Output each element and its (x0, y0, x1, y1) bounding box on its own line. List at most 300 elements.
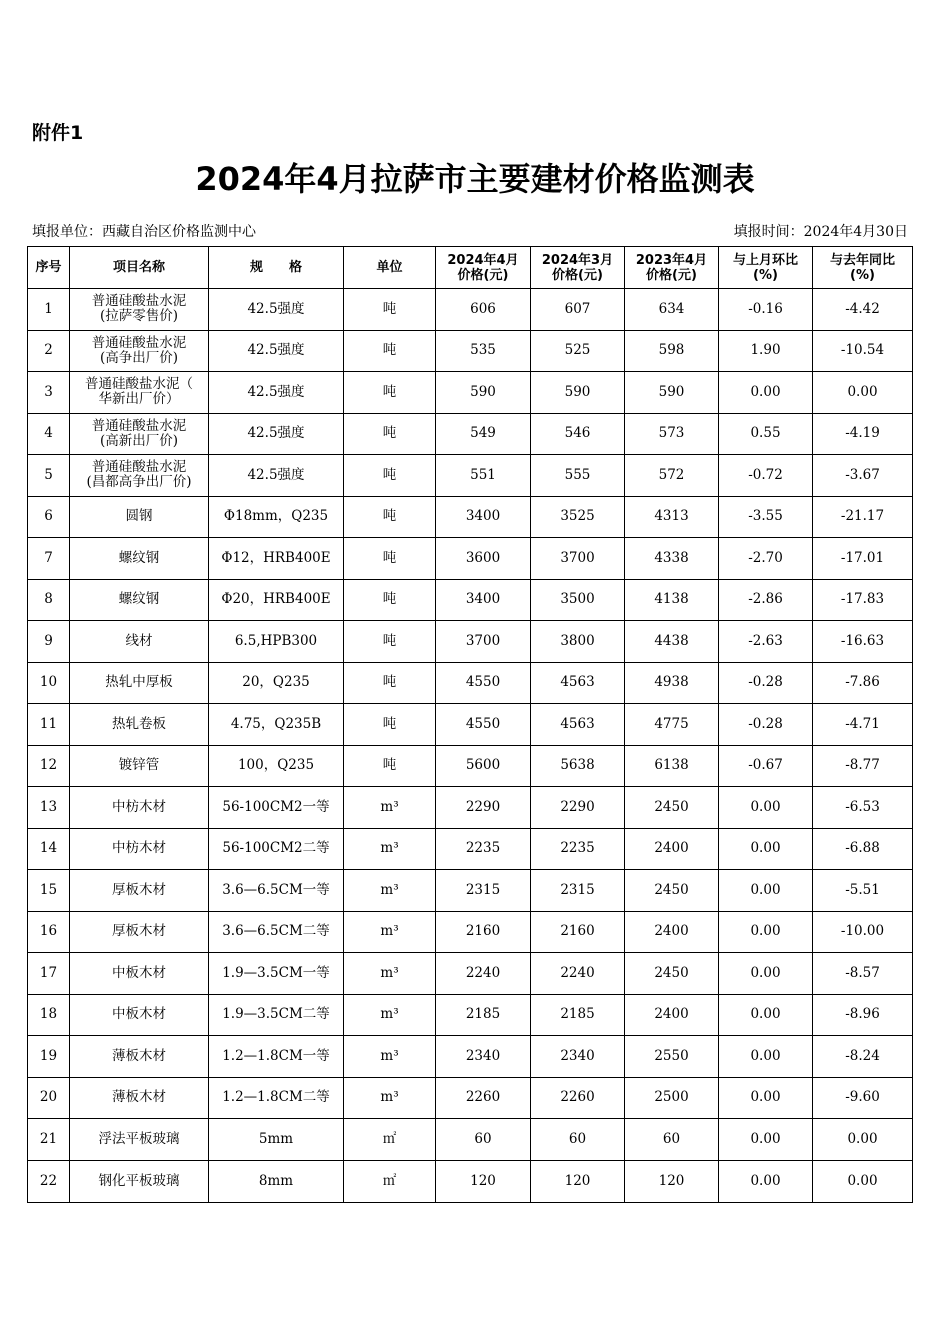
cell-price-2023-04 (625, 828, 719, 870)
cell-price-2024-04-text: 120 (470, 1172, 496, 1189)
cell-index (28, 1160, 70, 1202)
cell-price-2023-04 (625, 621, 719, 663)
cell-unit-text: m³ (380, 1006, 399, 1023)
cell-spec (209, 745, 344, 787)
cell-price-2024-04-text: 2235 (465, 840, 501, 857)
cell-price-2024-03-text: 5638 (560, 757, 595, 774)
cell-unit-text: 吨 (382, 591, 397, 608)
cell-spec (209, 994, 344, 1036)
cell-price-2024-04 (436, 621, 531, 663)
cell-unit (344, 953, 436, 995)
cell-price-2024-03 (531, 455, 625, 497)
cell-spec-text: 5mm (258, 1130, 294, 1147)
cell-unit-text: 吨 (382, 715, 397, 732)
cell-price-2024-04 (436, 828, 531, 870)
cell-price-2023-04 (625, 745, 719, 787)
cell-price-2023-04 (625, 496, 719, 538)
cell-item-name-text: 圆钢 (125, 508, 153, 525)
cell-item-name-text: 螺纹钢 (118, 591, 160, 608)
cell-price-2024-04 (436, 372, 531, 414)
table-row (28, 1160, 913, 1202)
cell-price-2024-04 (436, 289, 531, 331)
cell-spec-text: Φ18mm，Q235 (223, 508, 329, 525)
cell-unit-text: m³ (380, 1047, 399, 1064)
cell-item-name-text: 浮法平板玻璃 (98, 1130, 180, 1147)
header-label: 序号 (35, 260, 62, 275)
cell-unit-text: m³ (380, 881, 399, 898)
cell-mom-change (719, 1077, 813, 1119)
cell-item-name-text: 中板木材 (112, 964, 166, 981)
cell-price-2024-04-text: 2340 (465, 1047, 501, 1064)
cell-price-2023-04-text: 4775 (654, 715, 689, 732)
cell-unit (344, 1160, 436, 1202)
cell-yoy-change-text: -10.00 (840, 923, 885, 940)
cell-index (28, 787, 70, 829)
cell-unit-text: m³ (380, 964, 399, 981)
cell-mom-change (719, 1036, 813, 1078)
cell-unit (344, 1119, 436, 1161)
cell-unit-text: 吨 (382, 300, 397, 317)
cell-item-name (70, 953, 209, 995)
cell-yoy-change-text: 0.00 (847, 383, 878, 400)
cell-item-name-text: 薄板木材 (112, 1047, 166, 1064)
cell-index-text: 4 (44, 425, 53, 442)
header-mom-change (719, 247, 813, 289)
cell-yoy-change-text: -21.17 (840, 508, 885, 525)
cell-index (28, 704, 70, 746)
cell-price-2023-04-text: 590 (658, 383, 685, 400)
header-label: 2024年3月 价格(元) (541, 252, 614, 283)
table-row (28, 704, 913, 746)
cell-spec-text: 20，Q235 (242, 674, 310, 691)
cell-item-name-text: 热轧卷板 (112, 715, 166, 732)
cell-item-name (70, 413, 209, 455)
cell-item-name-text: 中枋木材 (112, 798, 166, 815)
cell-mom-change-text: 0.00 (750, 964, 781, 981)
cell-yoy-change-text: -7.86 (845, 674, 880, 691)
cell-index (28, 1077, 70, 1119)
cell-index (28, 455, 70, 497)
cell-spec-text: 6.5,HPB300 (234, 632, 318, 649)
cell-yoy-change (813, 953, 913, 995)
cell-price-2024-03-text: 2260 (560, 1089, 595, 1106)
cell-spec-text: 42.5强度 (247, 342, 305, 359)
cell-yoy-change-text: -17.83 (840, 591, 885, 608)
cell-price-2023-04-text: 4938 (654, 674, 689, 691)
cell-index-text: 13 (39, 798, 58, 815)
cell-mom-change (719, 455, 813, 497)
cell-index-text: 19 (39, 1047, 58, 1064)
cell-unit-text: m³ (380, 840, 399, 857)
cell-mom-change-text: 0.00 (750, 923, 781, 940)
cell-spec (209, 1119, 344, 1161)
cell-spec-text: 8mm (258, 1172, 294, 1189)
cell-item-name-text: 线材 (125, 632, 153, 649)
cell-price-2023-04-text: 120 (658, 1172, 685, 1189)
cell-yoy-change-text: -6.53 (845, 798, 880, 815)
cell-item-name (70, 787, 209, 829)
cell-unit (344, 870, 436, 912)
cell-yoy-change-text: -3.67 (845, 466, 880, 483)
cell-unit (344, 1077, 436, 1119)
cell-price-2024-04 (436, 745, 531, 787)
cell-item-name-text: 厚板木材 (112, 923, 166, 940)
cell-spec (209, 828, 344, 870)
header-item-name (70, 247, 209, 289)
cell-price-2024-03 (531, 538, 625, 580)
cell-spec-text: 42.5强度 (247, 383, 305, 400)
cell-spec (209, 372, 344, 414)
cell-price-2024-03-text: 2235 (560, 840, 595, 857)
cell-spec (209, 538, 344, 580)
cell-price-2024-04-text: 3600 (465, 549, 501, 566)
header-label: 2023年4月 价格(元) (635, 252, 708, 283)
cell-price-2024-03 (531, 1160, 625, 1202)
table-row (28, 621, 913, 663)
header-spec (209, 247, 344, 289)
cell-spec (209, 1036, 344, 1078)
cell-mom-change-text: 0.00 (750, 1172, 781, 1189)
cell-yoy-change-text: -8.57 (845, 964, 880, 981)
cell-price-2024-04 (436, 994, 531, 1036)
cell-yoy-change-text: -16.63 (840, 632, 885, 649)
cell-yoy-change-text: -4.71 (845, 715, 880, 732)
cell-mom-change-text: -2.63 (748, 632, 783, 649)
cell-mom-change-text: 0.00 (750, 1047, 781, 1064)
cell-item-name (70, 1119, 209, 1161)
header-label: 2024年4月 价格(元) (447, 252, 519, 283)
cell-yoy-change (813, 372, 913, 414)
cell-unit (344, 745, 436, 787)
cell-yoy-change (813, 455, 913, 497)
cell-yoy-change (813, 911, 913, 953)
cell-spec (209, 953, 344, 995)
cell-price-2023-04 (625, 662, 719, 704)
cell-price-2024-04-text: 535 (470, 342, 496, 359)
cell-price-2023-04-text: 2500 (654, 1089, 689, 1106)
cell-index (28, 1119, 70, 1161)
cell-unit (344, 538, 436, 580)
cell-price-2024-03 (531, 621, 625, 663)
cell-price-2024-03-text: 555 (564, 466, 591, 483)
table-row (28, 289, 913, 331)
cell-unit-text: 吨 (382, 425, 397, 442)
cell-price-2024-03-text: 3500 (560, 591, 595, 608)
cell-item-name-text: 普通硅酸盐水泥 (拉萨零售价) (91, 293, 187, 325)
cell-mom-change-text: 0.00 (750, 798, 781, 815)
cell-price-2023-04 (625, 1036, 719, 1078)
cell-mom-change (719, 372, 813, 414)
cell-price-2024-04 (436, 413, 531, 455)
cell-yoy-change-text: -4.42 (845, 300, 880, 317)
cell-price-2024-04-text: 2240 (465, 964, 501, 981)
table-body (28, 289, 913, 1203)
cell-index-text: 16 (39, 923, 58, 940)
cell-index (28, 621, 70, 663)
cell-unit (344, 330, 436, 372)
cell-index-text: 7 (44, 549, 53, 566)
cell-spec-text: 56-100CM2一等 (222, 798, 330, 815)
table-row (28, 372, 913, 414)
cell-price-2024-04-text: 2160 (465, 923, 501, 940)
cell-yoy-change (813, 1160, 913, 1202)
cell-item-name (70, 870, 209, 912)
cell-yoy-change (813, 787, 913, 829)
cell-mom-change (719, 538, 813, 580)
cell-mom-change (719, 828, 813, 870)
table-row (28, 1119, 913, 1161)
cell-price-2023-04 (625, 953, 719, 995)
cell-item-name-text: 钢化平板玻璃 (98, 1172, 180, 1189)
cell-index (28, 870, 70, 912)
cell-item-name (70, 621, 209, 663)
cell-price-2023-04 (625, 579, 719, 621)
cell-index-text: 17 (39, 964, 58, 981)
reporting-unit: 填报单位：西藏自治区价格监测中心 (32, 224, 256, 240)
cell-price-2023-04 (625, 455, 719, 497)
table-row (28, 455, 913, 497)
cell-spec (209, 1160, 344, 1202)
cell-spec-text: 1.9—3.5CM二等 (222, 1006, 330, 1023)
cell-spec (209, 289, 344, 331)
cell-mom-change (719, 1160, 813, 1202)
cell-price-2024-03 (531, 745, 625, 787)
cell-price-2023-04-text: 598 (658, 342, 685, 359)
cell-yoy-change (813, 538, 913, 580)
cell-unit (344, 621, 436, 663)
cell-price-2024-04 (436, 538, 531, 580)
cell-unit-text: 吨 (382, 342, 397, 359)
header-price-2024-04 (436, 247, 531, 289)
cell-mom-change (719, 330, 813, 372)
cell-index (28, 538, 70, 580)
cell-item-name (70, 911, 209, 953)
cell-price-2024-04-text: 2260 (465, 1089, 501, 1106)
cell-unit-text: 吨 (382, 549, 397, 566)
header-label: 项目名称 (112, 260, 165, 275)
cell-unit-text: m³ (380, 1089, 399, 1106)
cell-price-2023-04-text: 2400 (654, 840, 689, 857)
table-row (28, 953, 913, 995)
cell-unit (344, 413, 436, 455)
cell-index-text: 1 (44, 300, 53, 317)
cell-price-2024-04-text: 2315 (465, 881, 501, 898)
cell-index (28, 662, 70, 704)
cell-unit-text: m³ (380, 923, 399, 940)
cell-mom-change-text: 0.00 (750, 1089, 781, 1106)
cell-spec-text: 42.5强度 (247, 425, 305, 442)
cell-index (28, 413, 70, 455)
cell-item-name-text: 普通硅酸盐水泥 (高争出厂价) (91, 334, 187, 366)
cell-mom-change-text: -0.28 (748, 674, 783, 691)
table-row (28, 1036, 913, 1078)
cell-unit (344, 662, 436, 704)
cell-index (28, 745, 70, 787)
cell-price-2023-04-text: 2450 (654, 881, 689, 898)
cell-mom-change-text: -2.86 (748, 591, 783, 608)
cell-unit-text: ㎡ (382, 1172, 397, 1189)
cell-price-2023-04 (625, 787, 719, 829)
cell-price-2024-04 (436, 870, 531, 912)
cell-yoy-change (813, 1077, 913, 1119)
table-row (28, 911, 913, 953)
cell-yoy-change-text: 0.00 (847, 1172, 878, 1189)
cell-price-2024-04 (436, 662, 531, 704)
cell-spec (209, 330, 344, 372)
cell-item-name-text: 中枋木材 (112, 840, 166, 857)
cell-unit-text: 吨 (382, 674, 397, 691)
cell-price-2024-03-text: 3700 (560, 549, 595, 566)
cell-price-2024-04-text: 3400 (465, 591, 501, 608)
cell-item-name-text: 螺纹钢 (118, 549, 160, 566)
cell-price-2024-04 (436, 579, 531, 621)
cell-price-2024-03-text: 3525 (560, 508, 595, 525)
cell-price-2023-04 (625, 1119, 719, 1161)
cell-mom-change-text: 0.00 (750, 383, 781, 400)
cell-price-2024-03 (531, 704, 625, 746)
cell-price-2024-03 (531, 828, 625, 870)
cell-price-2023-04-text: 4338 (654, 549, 689, 566)
cell-spec (209, 455, 344, 497)
cell-spec (209, 579, 344, 621)
cell-price-2024-03 (531, 662, 625, 704)
cell-yoy-change (813, 870, 913, 912)
cell-item-name (70, 496, 209, 538)
cell-item-name-text: 普通硅酸盐水泥 (昌都高争出厂价) (86, 459, 192, 491)
cell-price-2024-04-text: 3700 (465, 632, 501, 649)
cell-mom-change-text: 0.00 (750, 840, 781, 857)
cell-unit-text: ㎡ (382, 1130, 397, 1147)
cell-index-text: 20 (39, 1089, 58, 1106)
cell-price-2024-03 (531, 1119, 625, 1161)
cell-unit (344, 372, 436, 414)
cell-yoy-change-text: -5.51 (845, 881, 880, 898)
table-header-row (28, 247, 913, 289)
cell-yoy-change (813, 704, 913, 746)
cell-spec-text: 3.6—6.5CM一等 (222, 881, 330, 898)
cell-item-name-text: 普通硅酸盐水泥 (高新出厂价) (91, 417, 187, 449)
cell-price-2024-04 (436, 787, 531, 829)
cell-price-2024-04 (436, 1119, 531, 1161)
cell-index-text: 14 (39, 840, 58, 857)
cell-yoy-change-text: -9.60 (845, 1089, 880, 1106)
cell-price-2024-04-text: 60 (474, 1130, 492, 1147)
cell-spec-text: 1.9—3.5CM一等 (222, 964, 330, 981)
table-row (28, 787, 913, 829)
cell-yoy-change (813, 994, 913, 1036)
cell-index-text: 3 (44, 383, 53, 400)
cell-unit (344, 289, 436, 331)
cell-spec (209, 911, 344, 953)
cell-price-2024-03 (531, 787, 625, 829)
header-label: 与去年同比 (%) (829, 252, 895, 283)
table-row (28, 870, 913, 912)
cell-price-2024-03-text: 2160 (560, 923, 595, 940)
cell-mom-change-text: -0.72 (748, 466, 783, 483)
cell-price-2023-04 (625, 289, 719, 331)
table-row (28, 1077, 913, 1119)
cell-mom-change (719, 704, 813, 746)
cell-price-2024-03-text: 546 (564, 425, 591, 442)
cell-spec-text: 1.2—1.8CM一等 (222, 1047, 330, 1064)
cell-price-2024-04 (436, 704, 531, 746)
cell-price-2023-04 (625, 870, 719, 912)
cell-mom-change (719, 745, 813, 787)
cell-index-text: 21 (39, 1130, 58, 1147)
cell-price-2023-04-text: 2550 (654, 1047, 689, 1064)
cell-yoy-change (813, 413, 913, 455)
cell-price-2024-04-text: 5600 (465, 757, 501, 774)
cell-yoy-change-text: -10.54 (840, 342, 885, 359)
cell-index (28, 1036, 70, 1078)
cell-spec (209, 413, 344, 455)
cell-yoy-change-text: -4.19 (845, 425, 880, 442)
cell-price-2023-04 (625, 1077, 719, 1119)
table-row (28, 745, 913, 787)
cell-price-2024-04-text: 549 (470, 425, 496, 442)
cell-index (28, 330, 70, 372)
cell-mom-change (719, 289, 813, 331)
cell-yoy-change (813, 496, 913, 538)
cell-unit-text: 吨 (382, 632, 397, 649)
cell-price-2024-03 (531, 1036, 625, 1078)
cell-price-2023-04-text: 2450 (654, 964, 689, 981)
cell-spec (209, 662, 344, 704)
cell-index-text: 6 (44, 508, 53, 525)
cell-index-text: 11 (39, 715, 58, 732)
table-row (28, 538, 913, 580)
cell-index-text: 22 (39, 1172, 58, 1189)
cell-item-name-text: 镀锌管 (118, 757, 160, 774)
cell-price-2023-04-text: 60 (662, 1130, 681, 1147)
cell-price-2023-04-text: 4438 (654, 632, 689, 649)
cell-spec (209, 704, 344, 746)
cell-yoy-change (813, 1036, 913, 1078)
cell-mom-change-text: 0.00 (750, 1006, 781, 1023)
cell-price-2023-04 (625, 704, 719, 746)
cell-price-2024-03-text: 3800 (560, 632, 595, 649)
cell-unit (344, 911, 436, 953)
cell-index (28, 994, 70, 1036)
cell-mom-change-text: -0.67 (748, 757, 783, 774)
cell-item-name (70, 1160, 209, 1202)
cell-index-text: 12 (39, 757, 58, 774)
cell-mom-change (719, 662, 813, 704)
cell-price-2024-03-text: 590 (564, 383, 591, 400)
cell-unit (344, 455, 436, 497)
cell-price-2024-04-text: 551 (470, 466, 496, 483)
cell-price-2023-04 (625, 911, 719, 953)
table-row (28, 330, 913, 372)
cell-spec (209, 496, 344, 538)
cell-yoy-change (813, 662, 913, 704)
cell-unit-text: 吨 (382, 508, 397, 525)
cell-item-name (70, 745, 209, 787)
header-price-2024-03 (531, 247, 625, 289)
cell-spec-text: 56-100CM2二等 (222, 840, 330, 857)
cell-price-2024-03-text: 607 (564, 300, 591, 317)
cell-mom-change-text: 0.55 (750, 425, 781, 442)
cell-price-2023-04-text: 6138 (654, 757, 689, 774)
cell-mom-change (719, 413, 813, 455)
cell-mom-change (719, 579, 813, 621)
cell-spec-text: 42.5强度 (247, 466, 305, 483)
cell-item-name (70, 372, 209, 414)
cell-price-2024-04 (436, 911, 531, 953)
cell-index (28, 953, 70, 995)
cell-price-2024-03-text: 525 (564, 342, 591, 359)
cell-unit (344, 579, 436, 621)
